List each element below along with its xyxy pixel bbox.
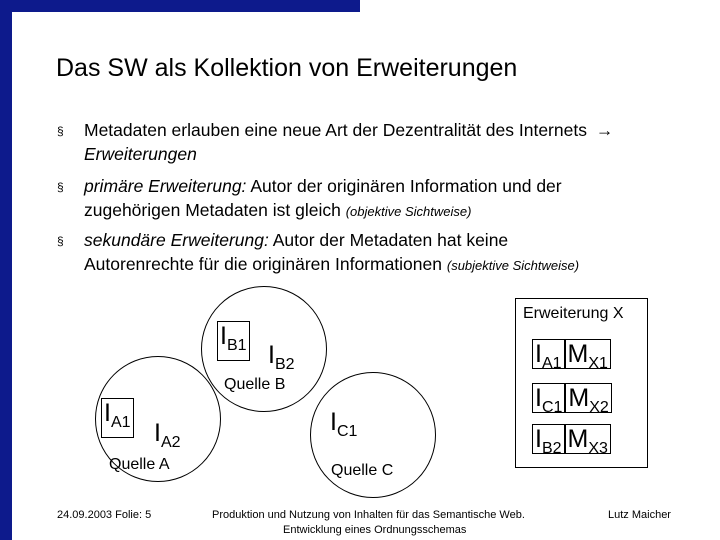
bullet-3-line-2 — [84, 252, 579, 278]
bullet-2-note: (objektive Sichtweise) — [345, 204, 472, 219]
bullet-1-text: Metadaten erlauben eine neue Art der Dezentralität des Internets — [84, 120, 587, 140]
extension-x-label: Erweiterung X — [523, 305, 624, 322]
info-item-c1-ref: $I_{C1}$ — [532, 383, 565, 413]
top-accent-bar — [0, 0, 360, 12]
footer-title-line-1: Produktion und Nutzung von Inhalten für das Semantische Web. — [212, 509, 525, 521]
right-arrow-icon: → — [595, 120, 614, 140]
bullet-1-line-1 — [84, 118, 613, 142]
source-c-label: Quelle C — [331, 462, 394, 479]
metadata-item-x3: $M_{X3}$ — [565, 424, 611, 454]
bullet-2-term: primäre Erweiterung: — [84, 176, 247, 196]
extension-row-3 — [532, 425, 611, 463]
bullet-3-text: Autor der Metadaten hat keine — [268, 230, 509, 250]
info-item-a1: $I_{A1}$ — [101, 398, 134, 438]
info-item-b1: $I_{B1}$ — [217, 321, 250, 361]
info-item-a2: $I_{A2}$ — [154, 419, 181, 451]
bullet-marker: § — [57, 124, 64, 138]
bullet-2-line-1 — [84, 174, 562, 198]
extension-row-1 — [532, 340, 611, 378]
slide-title: Das SW als Kollektion von Erweiterungen — [56, 54, 518, 82]
bullet-3-line-1 — [84, 228, 508, 252]
metadata-item-x1: $M_{X1}$ — [565, 339, 611, 369]
info-item-b2-ref: $I_{B2}$ — [532, 424, 565, 454]
source-b-label: Quelle B — [224, 376, 286, 393]
footer-title-line-2: Entwicklung eines Ordnungsschemas — [283, 524, 467, 536]
extension-row-2 — [532, 384, 612, 422]
metadata-item-x2: $M_{X2}$ — [565, 383, 611, 413]
info-item-a1-ref: $I_{A1}$ — [532, 339, 565, 369]
bullet-3-text-2: Autorenrechte für die originären Informationen — [84, 254, 447, 274]
bullet-marker: § — [57, 234, 64, 248]
bullet-3-note: (subjektive Sichtweise) — [446, 258, 580, 273]
left-accent-bar — [0, 0, 12, 540]
bullet-2-text: Autor der originären Information und der — [246, 176, 562, 196]
source-a-label: Quelle A — [109, 456, 170, 473]
bullet-2-line-2 — [84, 198, 471, 224]
bullet-2-text-2: zugehörigen Metadaten ist gleich — [84, 200, 346, 220]
bullet-3-term: sekundäre Erweiterung: — [84, 230, 269, 250]
footer-date-slide: 24.09.2003 Folie: 5 — [57, 509, 152, 521]
info-item-b2: $I_{B2}$ — [268, 341, 295, 373]
bullet-marker: § — [57, 180, 64, 194]
info-item-c1: $I_{C1}$ — [330, 408, 358, 440]
footer-author: Lutz Maicher — [608, 509, 671, 521]
bullet-1-line-2: Erweiterungen — [84, 144, 197, 164]
